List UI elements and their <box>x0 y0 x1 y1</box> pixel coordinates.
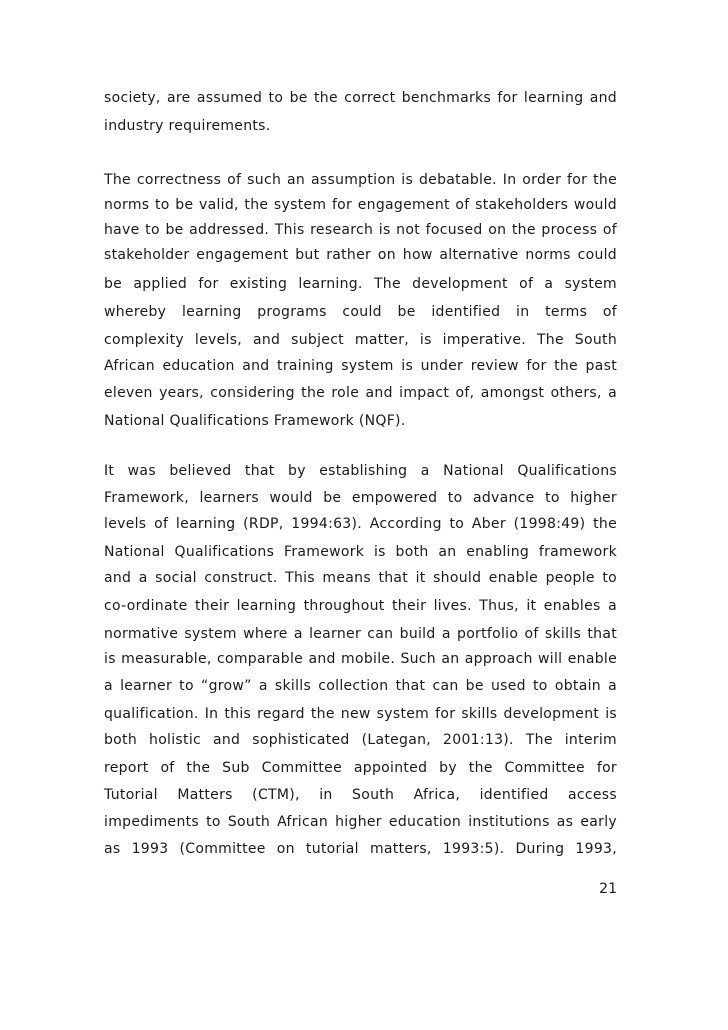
text-line: qualification. In this regard the new system for skills development is <box>104 706 617 722</box>
text-line: It was believed that by establishing a National Qualifications <box>104 463 617 479</box>
text-line: report of the Sub Committee appointed by the Committee for <box>104 760 617 776</box>
text-line: impediments to South African higher education institutions as early <box>104 814 617 830</box>
text-line: stakeholder engagement but rather on how alternative norms could <box>104 247 617 263</box>
text-line: have to be addressed. This research is not focused on the process of <box>104 222 617 238</box>
text-line: society, are assumed to be the correct benchmarks for learning and <box>104 90 617 106</box>
text-line: is measurable, comparable and mobile. Such an approach will enable <box>104 651 617 667</box>
text-line: be applied for existing learning. The development of a system <box>104 276 617 292</box>
text-line: National Qualifications Framework is both an enabling framework <box>104 544 617 560</box>
text-line: normative system where a learner can build a portfolio of skills that <box>104 626 617 642</box>
text-line: African education and training system is under review for the past <box>104 358 617 374</box>
text-line: Tutorial Matters (CTM), in South Africa, identified access <box>104 787 617 803</box>
text-line: as 1993 (Committee on tutorial matters, 1993:5). During 1993, <box>104 841 617 857</box>
text-line: Framework, learners would be empowered to advance to higher <box>104 490 617 506</box>
text-line: complexity levels, and subject matter, is imperative. The South <box>104 332 617 348</box>
text-line: National Qualifications Framework (NQF). <box>104 413 406 429</box>
text-line: norms to be valid, the system for engagement of stakeholders would <box>104 197 617 213</box>
text-line: levels of learning (RDP, 1994:63). According to Aber (1998:49) the <box>104 516 617 532</box>
page-number: 21 <box>599 881 617 897</box>
text-line: whereby learning programs could be identified in terms of <box>104 304 617 320</box>
text-line: both holistic and sophisticated (Lategan, 2001:13). The interim <box>104 732 617 748</box>
text-line: industry requirements. <box>104 118 271 134</box>
text-line: eleven years, considering the role and impact of, amongst others, a <box>104 385 617 401</box>
text-line: co-ordinate their learning throughout their lives. Thus, it enables a <box>104 598 617 614</box>
text-line: and a social construct. This means that it should enable people to <box>104 570 617 586</box>
text-line: The correctness of such an assumption is debatable. In order for the <box>104 172 617 188</box>
text-line: a learner to “grow” a skills collection that can be used to obtain a <box>104 678 617 694</box>
